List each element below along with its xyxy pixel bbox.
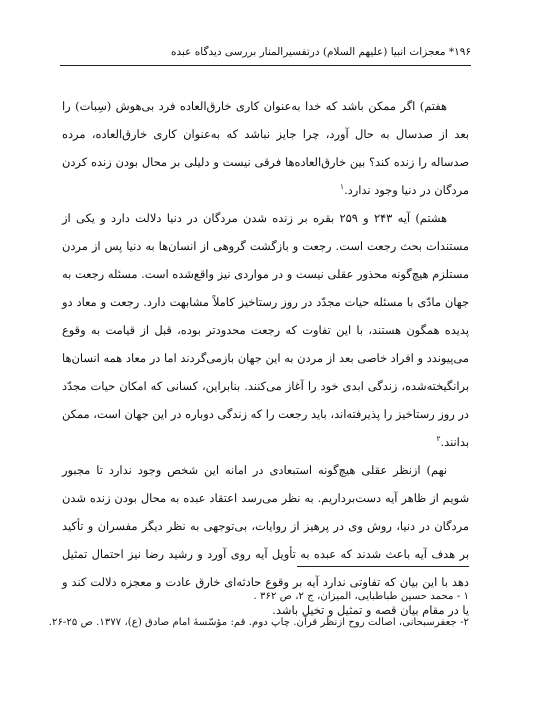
footnotes (48, 584, 469, 636)
paragraph-seventh (62, 92, 469, 204)
header-separator: * (448, 46, 455, 58)
footnote-1: ۱ - محمد حسین طباطبایی، المیزان، ج ۲، ص ۳۶۲ . (253, 591, 469, 602)
footnote-text: محمد حسین طباطبایی، المیزان، ج ۲، ص ۳۶۲ . (253, 591, 454, 602)
running-header (60, 44, 471, 66)
running-title: معجزات انبیا (علیهم السلام) درتفسیرالمنار بررسی دیدگاه عبده (170, 46, 446, 58)
footnote-divider (297, 566, 469, 567)
footnote-number: ۲ (463, 617, 469, 628)
footnote-number: ۱ (463, 591, 469, 602)
body-text (62, 92, 469, 624)
footnote-ref-1[interactable]: ۱ (340, 182, 345, 192)
footnote-text: جعفرسبحانی، اصالت روح ازنظر قرآن. چاپ دوم. قم: مؤسّسهٔ امام صادق (ع)، ۱۳۷۷. ص ۲۵-۲۶. (48, 617, 457, 628)
footnote-2: ۲- جعفرسبحانی، اصالت روح ازنظر قرآن. چاپ دوم. قم: مؤسّسهٔ امام صادق (ع)، ۱۳۷۷. ص ۲۵-۲۶. (48, 617, 469, 628)
footnote-ref-2[interactable]: ۲ (436, 434, 441, 444)
paragraph-eighth (62, 204, 469, 456)
paragraph-text: هشتم) آیه ۲۴۳ و ۲۵۹ بقره بر زنده شدن مردگان در دنیا دلالت دارد و یکی از مستندات بحث رجعت است. رجعت و بازگشت گروهی از انسان‌ها به دنیا پس از مردن مستلزم هیچ‌گونه محذور عقلی نیست و در مواردی نیز واقع‌شده است. مسئله رجعت به جهان مادّی با مسئله حیات مجدّد در روز رستاخیز کاملاً مشابهت دارد. رجعت و معاد دو پدیده همگون هستند، با این تفاوت که رجعت محدودتر بوده، قبل از قیامت به وقوع می‌پیوندد و افراد خاصی بعد از مردن به این جهان بازمی‌گردند اما در معاد همه انسان‌ها برانگیخته‌شده، زندگی ابدی خود را آغاز می‌کنند. بنابراین، کسانی که امکان حیات مجدّد در روز رستاخیز را پذیرفته‌اند، باید رجعت را که زندگی دوباره در این جهان است، ممکن بدانند. (62, 211, 469, 449)
page-number: ۱۹۶ (454, 46, 471, 58)
paragraph-text: هفتم) اگر ممکن باشد که خدا به‌عنوان کاری خارق‌العاده فرد بی‌هوش (سِبات) را بعد از صدسال به حال آورد، چرا جایز نباشد که به‌عنوان کاری خارق‌العاده، مرده صدساله را زنده کند؟ بین خارق‌العاده‌ها فرقی نیست و دلیلی بر محال بودن زنده کردن مردگان در دنیا وجود ندارد. (62, 99, 469, 197)
paragraph-text: نهم) ازنظر عقلی هیچ‌گونه استبعادی در امانه این شخص وجود ندارد تا مجبور شویم از ظاهر آیه دست‌برداریم. به نظر می‌رسد اعتقاد عبده به محال بودن زنده شدن مردگان در دنیا، روش وی در پرهیز از روایات، بی‌توجهی به نظر دیگر مفسران و تأکید بر هدف آیه باعث شدند که عبده به تأویل آیه روی آورد و رشید رضا نیز احتمال تمثیل دهد با این بیان که تفاوتی ندارد آیه بر وقوع حادثه‌ای خارق عادت و معجزه دلالت کند و یا در مقام بیان قصه و تمثیل و تخیل باشد. (62, 463, 469, 617)
